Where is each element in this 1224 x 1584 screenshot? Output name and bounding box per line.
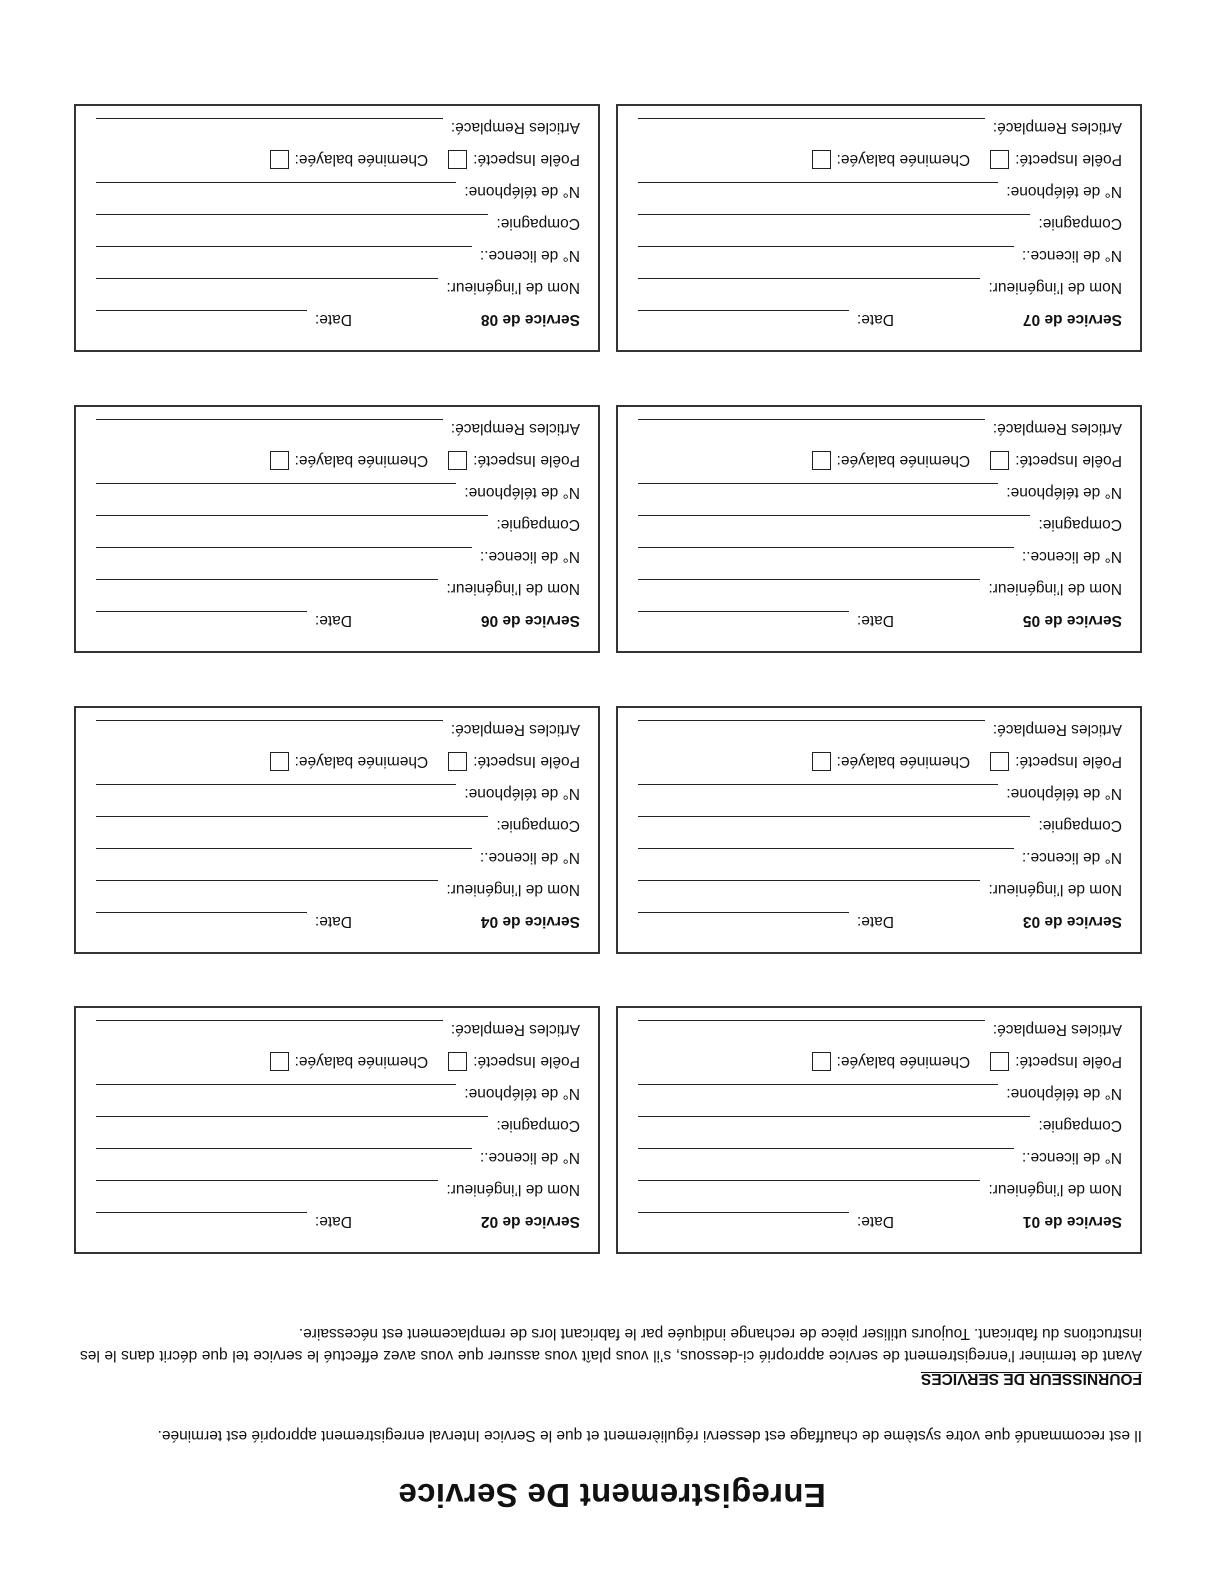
licence-label: N° de licence.: <box>1021 247 1122 264</box>
company-field[interactable] <box>638 816 1030 831</box>
licence-field[interactable] <box>96 246 472 261</box>
service-title: Service de 07 <box>1022 311 1122 328</box>
engineer-label: Nom de l’ingénieur: <box>988 1181 1122 1198</box>
parts-field[interactable] <box>638 1020 985 1035</box>
engineer-field[interactable] <box>638 880 980 895</box>
date-field[interactable] <box>638 611 849 626</box>
chimney-checkbox[interactable] <box>270 150 289 169</box>
page-title: Enregistrement De Service <box>398 1477 826 1514</box>
company-label: Compagnie: <box>1038 817 1122 834</box>
company-label: Compagnie: <box>496 817 580 834</box>
date-label: Date: <box>856 913 894 930</box>
stove-checkbox[interactable] <box>448 451 467 470</box>
phone-field[interactable] <box>638 784 998 799</box>
licence-label: N° de licence.: <box>479 247 580 264</box>
parts-field[interactable] <box>96 118 443 133</box>
stove-label: Poêle Inspecté: <box>473 753 580 771</box>
engineer-label: Nom de l’ingénieur: <box>988 279 1122 296</box>
chimney-checkbox[interactable] <box>270 752 289 771</box>
stove-label: Poêle Inspecté: <box>1015 452 1122 470</box>
service-card-05 <box>616 405 1142 653</box>
date-field[interactable] <box>638 310 849 325</box>
service-card-08 <box>74 104 600 352</box>
service-title: Service de 04 <box>480 913 580 930</box>
date-field[interactable] <box>638 1212 849 1227</box>
parts-field[interactable] <box>96 720 443 735</box>
parts-label: Articles Remplacé: <box>450 721 580 738</box>
phone-field[interactable] <box>96 1084 456 1099</box>
chimney-label: Cheminée balayée: <box>294 1053 429 1071</box>
chimney-label: Cheminée balayée: <box>294 753 429 771</box>
chimney-checkbox[interactable] <box>812 1052 831 1071</box>
engineer-field[interactable] <box>96 880 438 895</box>
provider-heading: FOURNISSEUR DE SERVICES <box>920 1370 1142 1387</box>
licence-field[interactable] <box>96 547 472 562</box>
stove-label: Poêle Inspecté: <box>1015 151 1122 169</box>
service-title: Service de 03 <box>1022 913 1122 930</box>
company-field[interactable] <box>96 515 488 530</box>
stove-checkbox[interactable] <box>448 1052 467 1071</box>
engineer-field[interactable] <box>638 1180 980 1195</box>
engineer-label: Nom de l’ingénieur: <box>988 580 1122 597</box>
date-label: Date: <box>314 311 352 328</box>
parts-field[interactable] <box>638 720 985 735</box>
engineer-field[interactable] <box>96 1180 438 1195</box>
engineer-label: Nom de l’ingénieur: <box>446 1181 580 1198</box>
chimney-checkbox[interactable] <box>812 752 831 771</box>
service-card-06 <box>74 405 600 653</box>
company-label: Compagnie: <box>496 1117 580 1134</box>
parts-field[interactable] <box>96 1020 443 1035</box>
licence-label: N° de licence.: <box>479 548 580 565</box>
phone-label: N° de téléphone: <box>464 785 580 802</box>
parts-field[interactable] <box>638 118 985 133</box>
phone-field[interactable] <box>96 182 456 197</box>
licence-label: N° de licence.: <box>1021 548 1122 565</box>
phone-field[interactable] <box>638 1084 998 1099</box>
engineer-label: Nom de l’ingénieur: <box>988 881 1122 898</box>
phone-field[interactable] <box>638 182 998 197</box>
phone-field[interactable] <box>96 784 456 799</box>
parts-label: Articles Remplacé: <box>992 119 1122 136</box>
service-card-04 <box>74 706 600 954</box>
phone-label: N° de téléphone: <box>464 1085 580 1102</box>
stove-label: Poêle Inspecté: <box>473 151 580 169</box>
stove-checkbox[interactable] <box>990 150 1009 169</box>
stove-checkbox[interactable] <box>990 451 1009 470</box>
service-title: Service de 01 <box>1022 1213 1122 1230</box>
service-title: Service de 05 <box>1022 612 1122 629</box>
parts-label: Articles Remplacé: <box>992 1021 1122 1038</box>
phone-label: N° de téléphone: <box>464 484 580 501</box>
engineer-label: Nom de l’ingénieur: <box>446 580 580 597</box>
service-card-03 <box>616 706 1142 954</box>
phone-label: N° de téléphone: <box>1006 484 1122 501</box>
company-field[interactable] <box>96 214 488 229</box>
chimney-label: Cheminée balayée: <box>836 452 971 470</box>
engineer-field[interactable] <box>96 579 438 594</box>
service-title: Service de 02 <box>480 1213 580 1230</box>
chimney-checkbox[interactable] <box>270 451 289 470</box>
parts-label: Articles Remplacé: <box>450 1021 580 1038</box>
date-field[interactable] <box>96 310 307 325</box>
licence-label: N° de licence.: <box>1021 849 1122 866</box>
company-label: Compagnie: <box>1038 215 1122 232</box>
phone-field[interactable] <box>638 483 998 498</box>
licence-field[interactable] <box>638 547 1014 562</box>
engineer-field[interactable] <box>638 278 980 293</box>
company-field[interactable] <box>638 1116 1030 1131</box>
company-label: Compagnie: <box>496 215 580 232</box>
chimney-label: Cheminée balayée: <box>836 151 971 169</box>
date-field[interactable] <box>96 1212 307 1227</box>
company-field[interactable] <box>96 1116 488 1131</box>
service-card-07 <box>616 104 1142 352</box>
phone-label: N° de téléphone: <box>1006 1085 1122 1102</box>
parts-field[interactable] <box>638 419 985 434</box>
parts-label: Articles Remplacé: <box>992 420 1122 437</box>
intro-paragraph: Il est recommandé que votre système de chauffage est desservi régulièrement et que le Service Interval enregistrement approprié est terminée. <box>157 1427 1142 1444</box>
date-label: Date: <box>856 612 894 629</box>
engineer-label: Nom de l’ingénieur: <box>446 279 580 296</box>
company-field[interactable] <box>638 214 1030 229</box>
stove-checkbox[interactable] <box>990 752 1009 771</box>
licence-field[interactable] <box>96 848 472 863</box>
date-field[interactable] <box>96 611 307 626</box>
date-field[interactable] <box>96 912 307 927</box>
company-label: Compagnie: <box>496 516 580 533</box>
chimney-label: Cheminée balayée: <box>836 753 971 771</box>
licence-field[interactable] <box>96 1148 472 1163</box>
date-label: Date: <box>856 311 894 328</box>
licence-label: N° de licence.: <box>1021 1149 1122 1166</box>
licence-field[interactable] <box>638 848 1014 863</box>
stove-label: Poêle Inspecté: <box>473 452 580 470</box>
chimney-checkbox[interactable] <box>812 451 831 470</box>
phone-label: N° de téléphone: <box>1006 183 1122 200</box>
date-field[interactable] <box>638 912 849 927</box>
licence-label: N° de licence.: <box>479 849 580 866</box>
stove-label: Poêle Inspecté: <box>473 1053 580 1071</box>
date-label: Date: <box>856 1213 894 1230</box>
parts-label: Articles Remplacé: <box>450 420 580 437</box>
parts-field[interactable] <box>96 419 443 434</box>
service-card-01 <box>616 1006 1142 1254</box>
parts-label: Articles Remplacé: <box>450 119 580 136</box>
chimney-label: Cheminée balayée: <box>836 1053 971 1071</box>
service-title: Service de 06 <box>480 612 580 629</box>
licence-field[interactable] <box>638 1148 1014 1163</box>
stove-checkbox[interactable] <box>448 752 467 771</box>
date-label: Date: <box>314 913 352 930</box>
phone-label: N° de téléphone: <box>1006 785 1122 802</box>
stove-label: Poêle Inspecté: <box>1015 753 1122 771</box>
date-label: Date: <box>314 612 352 629</box>
phone-label: N° de téléphone: <box>464 183 580 200</box>
stove-checkbox[interactable] <box>990 1052 1009 1071</box>
chimney-label: Cheminée balayée: <box>294 452 429 470</box>
engineer-field[interactable] <box>96 278 438 293</box>
phone-field[interactable] <box>96 483 456 498</box>
stove-checkbox[interactable] <box>448 150 467 169</box>
stove-label: Poêle Inspecté: <box>1015 1053 1122 1071</box>
chimney-checkbox[interactable] <box>270 1052 289 1071</box>
chimney-checkbox[interactable] <box>812 150 831 169</box>
company-field[interactable] <box>638 515 1030 530</box>
licence-label: N° de licence.: <box>479 1149 580 1166</box>
company-field[interactable] <box>96 816 488 831</box>
company-label: Compagnie: <box>1038 516 1122 533</box>
chimney-label: Cheminée balayée: <box>294 151 429 169</box>
provider-paragraph: Avant de terminer l’enregistrement de service approprié ci-dessous, s’il vous plaît vous assurer que vous avez effectué le service tel que décrit dans le les instructions du fabricant. Toujours utiliser pièce de rechange indiquée par le fabricant lors de remplacement est nécessaire. <box>80 1325 1142 1364</box>
engineer-field[interactable] <box>638 579 980 594</box>
date-label: Date: <box>314 1213 352 1230</box>
parts-label: Articles Remplacé: <box>992 721 1122 738</box>
service-card-02 <box>74 1006 600 1254</box>
licence-field[interactable] <box>638 246 1014 261</box>
engineer-label: Nom de l’ingénieur: <box>446 881 580 898</box>
company-label: Compagnie: <box>1038 1117 1122 1134</box>
service-title: Service de 08 <box>480 311 580 328</box>
